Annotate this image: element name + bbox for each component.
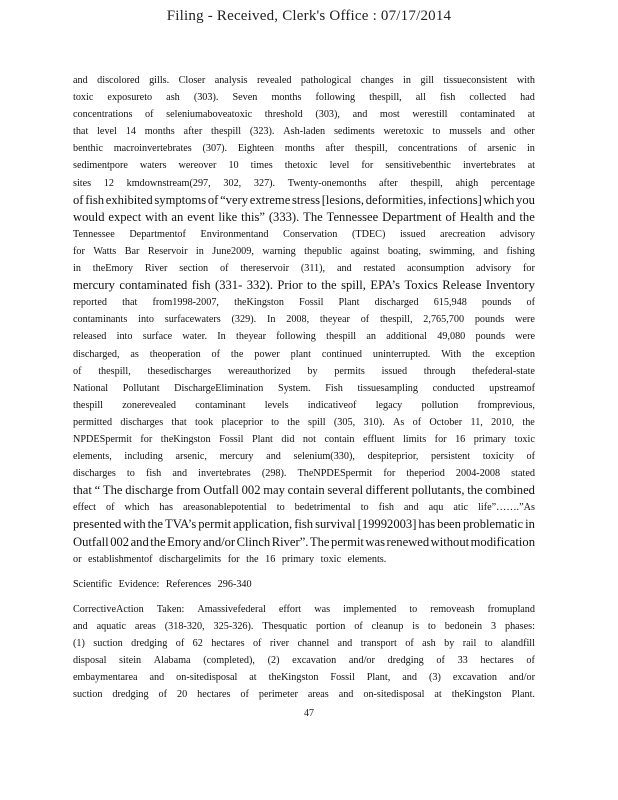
text-line: (1) suction dredging of 62 hectares of river channel and transport of ash by rail to alandfill — [73, 638, 535, 649]
text-line: sedimentpore waters wereover 10 times thetoxic level for sensitivebenthic invertebrates at — [73, 160, 535, 172]
text-line: contaminants into surfacewaters (329). In 2008, theyear of thespill, 2,765,700 pounds were — [73, 314, 535, 326]
text-line: CorrectiveAction Taken: Amassivefederal effort was implemented to removeash fromupland — [73, 603, 535, 615]
body-text — [73, 72, 535, 703]
page-number: 47 — [304, 708, 314, 719]
text-line: elements, including arsenic, mercury and selenium(330), despiteprior, persistent toxicity of — [73, 451, 535, 463]
text-line: presented with the TVA’s permit application, fish survival [19992003] has been problematic in — [73, 517, 535, 532]
text-line: that level 14 months after thespill (323). Ash-laden sediments weretoxic to mussels and other — [73, 126, 535, 138]
text-line: disposal sitein Alabama (completed), (2) excavation and/or dredging of 33 hectares of — [73, 655, 535, 667]
text-line: or establishmentof dischargelimits for the 16 primary toxic elements. — [73, 553, 387, 565]
text-line: thespill zonerevealed contaminant levels indicativeof legacy pollution fromprevious, — [73, 399, 535, 411]
text-line: toxic exposureto ash (303). Seven months following thespill, all fish collected had — [73, 92, 535, 104]
text-line: and aquatic areas (318-320, 325-326). Thesquatic portion of cleanup is to bedonein 3 phases: — [73, 620, 535, 632]
paragraph-contamination — [73, 72, 535, 568]
text-line: sites 12 kmdownstream(297, 302, 327). Twenty-onemonths after thespill, ahigh percentage — [73, 177, 535, 189]
text-line: benthic macroinvertebrates (307). Eighteen months after thespill, concentrations of arsenic in — [73, 143, 535, 155]
text-line: in theEmory River section of thereservoir (311), and restated aconsumption advisory for — [73, 263, 535, 275]
text-line: released into surface water. In theyear following thespill an additional 49,080 pounds were — [73, 331, 535, 343]
text-line: Outfall 002 and the Emory and/or Clinch River”. The permit was renewed without modification — [73, 534, 535, 549]
filing-header: Filing - Received, Clerk's Office : 07/17/2014 — [166, 8, 452, 24]
text-line: mercury contaminated fish (331- 332). Prior to the spill, EPA’s Toxics Release Inventory — [73, 278, 535, 293]
text-line: embaymentarea and on-sitedisposal at theKingston Fossil Plant, and (3) excavation and/or — [73, 672, 535, 684]
text-line: that “ The discharge from Outfall 002 may contain several different pollutants, the combined — [73, 483, 535, 498]
text-line: Tennessee Departmentof Environmentand Conservation (TDEC) issued arecreation advisory — [73, 228, 535, 240]
text-line: of thespill, thesedischarges wereauthorized by permits issued through thefederal-state — [73, 365, 535, 377]
text-line: discharges to fish and invertebrates (298). TheNPDESpermit for theperiod 2004-2008 stated — [73, 468, 535, 480]
text-line: National Pollutant DischargeElimination System. Fish tissuesampling conducted upstreamof — [73, 382, 535, 394]
paragraph-corrective-action — [73, 601, 535, 704]
text-line: effect of which has areasonablepotential to bedetrimental to fish and aqu atic life”…….”As — [73, 502, 535, 514]
text-line: for Watts Bar Reservoir in June2009, warning thepublic against boating, swimming, and fishing — [73, 245, 535, 257]
text-line: discharged, as theoperation of the power plant continued uninterrupted. With the exception — [73, 348, 535, 360]
text-line: suction dredging of 20 hectares of perimeter areas and on-sitedisposal at theKingston Plant. — [73, 689, 535, 701]
text-line: of fish exhibited symptoms of “very extreme stress [lesions, deformities, infections] which you — [73, 192, 535, 207]
text-line: concentrations of seleniumaboveatoxic threshold (303), and most werestill contaminated at — [73, 109, 535, 121]
text-line: reported that from1998-2007, theKingston Fossil Plant discharged 615,948 pounds of — [73, 297, 535, 309]
text-line: would expect with an event like this” (333). The Tennessee Department of Health and the — [73, 209, 535, 224]
text-line: permitted discharges that took placeprior to the spill (305, 310). As of October 11, 2010, the — [73, 416, 535, 428]
text-line: and discolored gills. Closer analysis revealed pathological changes in gill tissueconsistent with — [73, 75, 535, 86]
scientific-evidence-line: Scientific Evidence: References 296-340 — [73, 578, 252, 590]
text-line: NPDESpermit for theKingston Fossil Plant did not contain effluent limits for 16 primary toxic — [73, 433, 535, 445]
